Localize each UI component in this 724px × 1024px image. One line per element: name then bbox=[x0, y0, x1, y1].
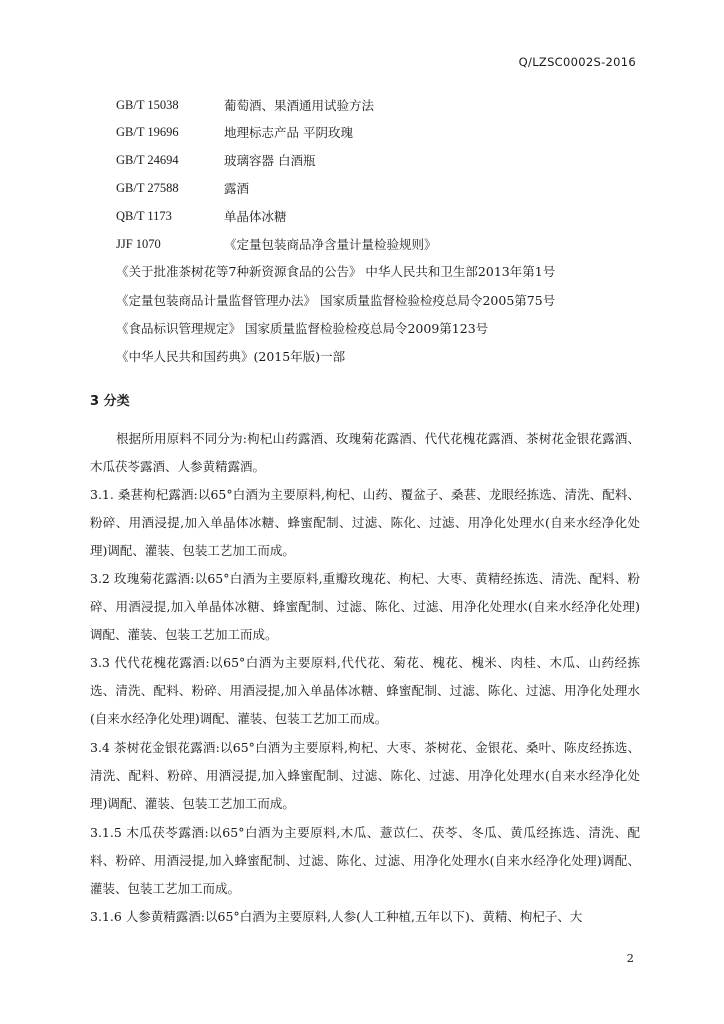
classification-item: 3.1.5 木瓜茯苓露酒:以65°白酒为主要原料,木瓜、薏苡仁、茯苓、冬瓜、黄瓜经拣选、清洗、配料、粉碎、用酒浸提,加入蜂蜜配制、过滤、陈化、过滤、用净化处理水(自来水经净化处理)调配、灌装、包装工艺加工而成。 bbox=[90, 825, 640, 896]
reference-code: GB/T 15038 bbox=[116, 97, 179, 112]
reference-title: 葡萄酒、果酒通用试验方法 bbox=[224, 98, 375, 113]
reference-code: JJF 1070 bbox=[116, 236, 161, 251]
section-heading: 3 分类 bbox=[90, 394, 130, 409]
classification-item: 3.4 茶树花金银花露酒:以65°白酒为主要原料,枸杞、大枣、茶树花、金银花、桑叶、陈皮经拣选、清洗、配料、粉碎、用酒浸提,加入蜂蜜配制、过滤、陈化、过滤、用净化处理水(自来水经净化处理)调配、灌装、包装工艺加工而成。 bbox=[90, 740, 640, 811]
reference-row bbox=[116, 206, 287, 226]
classification-item: 3.2 玫瑰菊花露酒:以65°白酒为主要原料,重瓣玫瑰花、枸杞、大枣、黄精经拣选、清洗、配料、粉碎、用酒浸提,加入单晶体冰糖、蜂蜜配制、过滤、陈化、过滤、用净化处理水(自来水经净化处理)调配、灌装、包装工艺加工而成。 bbox=[90, 571, 640, 642]
classification-item: 3.3 代代花槐花露酒:以65°白酒为主要原料,代代花、菊花、槐花、槐米、肉桂、木瓜、山药经拣选、清洗、配料、粉碎、用酒浸提,加入单晶体冰糖、蜂蜜配制、过滤、陈化、过滤、用净化处理水(自来水经净化处理)调配、灌装、包装工艺加工而成。 bbox=[90, 655, 640, 726]
reference-title: 露酒 bbox=[224, 181, 250, 196]
document-reference: 《食品标识管理规定》 国家质量监督检验检疫总局令2009第123号 bbox=[116, 321, 489, 336]
reference-code: GB/T 24694 bbox=[116, 152, 179, 167]
reference-code: QB/T 1173 bbox=[116, 208, 172, 223]
reference-title: 单晶体冰糖 bbox=[224, 209, 287, 224]
document-reference: 《中华人民共和国药典》(2015年版)一部 bbox=[116, 349, 346, 364]
reference-row bbox=[116, 150, 315, 170]
classification-item: 3.1.6 人参黄精露酒:以65°白酒为主要原料,人参(人工种植,五年以下)、黄精、枸杞子、大 bbox=[90, 909, 583, 924]
document-reference: 《关于批准茶树花等7种新资源食品的公告》 中华人民共和卫生部2013年第1号 bbox=[116, 264, 556, 279]
document-code: Q/LZSC0002S-2016 bbox=[518, 55, 636, 69]
page-number: 2 bbox=[626, 951, 634, 965]
reference-row bbox=[116, 122, 353, 142]
reference-row bbox=[116, 178, 249, 198]
document-reference: 《定量包装商品计量监督管理办法》 国家质量监督检验检疫总局令2005第75号 bbox=[116, 293, 556, 308]
section-intro: 根据所用原料不同分为:枸杞山药露酒、玫瑰菊花露酒、代代花槐花露酒、茶树花金银花露酒、木瓜茯苓露酒、人参黄精露酒。 bbox=[90, 431, 640, 474]
reference-row bbox=[116, 234, 437, 254]
reference-title: 《定量包装商品净含量计量检验规则》 bbox=[224, 237, 437, 252]
reference-title: 地理标志产品 平阴玫瑰 bbox=[224, 125, 353, 140]
classification-item: 3.1. 桑葚枸杞露酒:以65°白酒为主要原料,枸杞、山药、覆盆子、桑葚、龙眼经拣选、清洗、配料、粉碎、用酒浸提,加入单晶体冰糖、蜂蜜配制、过滤、陈化、过滤、用净化处理水(自来水经净化处理)调配、灌装、包装工艺加工而成。 bbox=[90, 487, 640, 558]
reference-row bbox=[116, 95, 374, 115]
reference-code: GB/T 19696 bbox=[116, 124, 179, 139]
reference-code: GB/T 27588 bbox=[116, 180, 179, 195]
reference-title: 玻璃容器 白酒瓶 bbox=[224, 153, 316, 168]
